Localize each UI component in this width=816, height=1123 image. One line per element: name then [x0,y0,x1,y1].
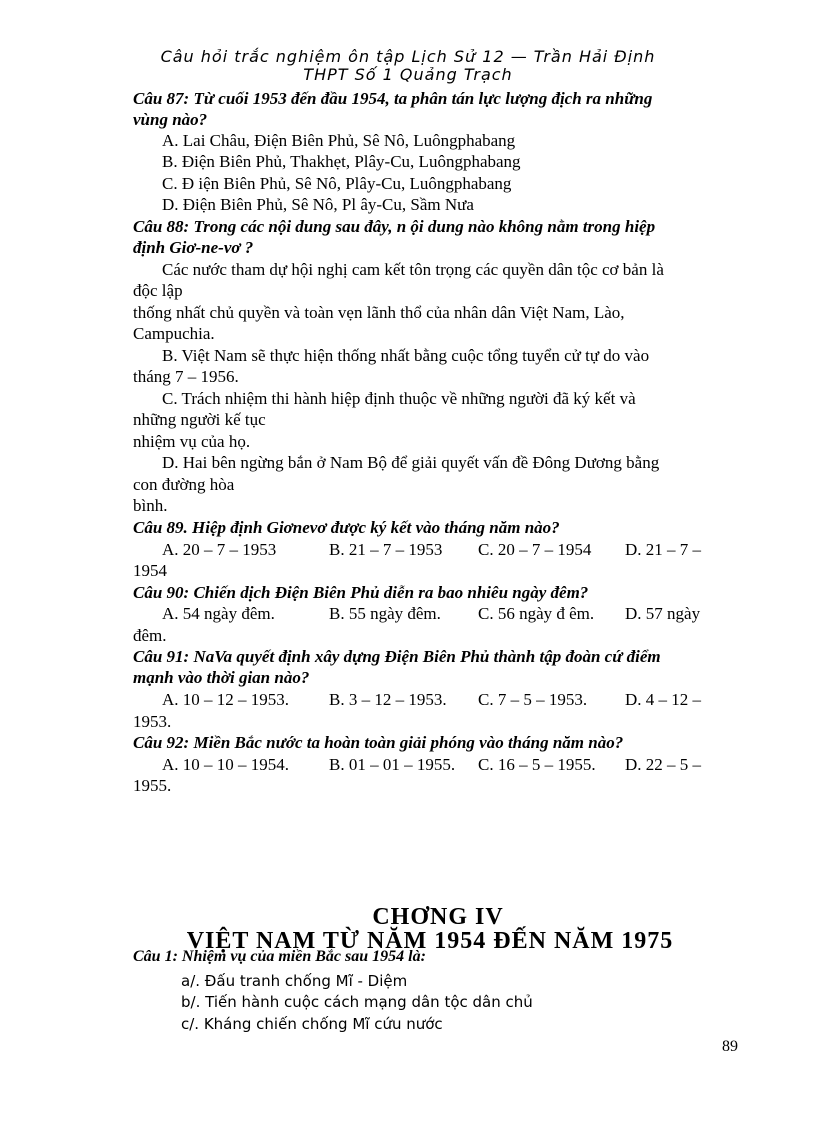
question-91-line1: Câu 91: NaVa quyết định xây dựng Điện Biên Phủ thành tập đoàn cứ điểm [133,647,661,666]
question-88-line2: định Giơ-ne-vơ ? [133,238,254,257]
question-92: Câu 92: Miền Bắc nước ta hoàn toàn giải phóng vào tháng năm nào? [133,733,624,752]
answer-89-c: C. 20 – 7 – 1954 [478,540,592,559]
chapter-q1-option-a: a/. Đấu tranh chống Mĩ - Diệm [181,972,408,990]
answer-88-d-line1: D. Hai bên ngừng bắn ở Nam Bộ để giải quyết vấn đề Đông Dương bằng [162,453,660,472]
question-87 [133,88,733,130]
question-87-line1: Câu 87: Từ cuối 1953 đến đầu 1954, ta phân tán lực lượng địch ra những [133,89,653,108]
answer-92-b: B. 01 – 01 – 1955. [329,755,456,774]
question-88 [133,216,733,258]
answer-91-d-wrap: 1953. [133,712,172,731]
answer-92-d-wrap: 1955. [133,776,172,795]
question-88-line1: Câu 88: Trong các nội dung sau đây, n ội dung nào không nằm trong hiệp [133,217,656,236]
page-number: 89 [722,1038,738,1055]
answer-89-d-wrap: 1954 [133,561,167,580]
answer-87-a: A. Lai Châu, Điện Biên Phủ, Sê Nô, Luôngphabang [162,131,516,150]
answer-91-b: B. 3 – 12 – 1953. [329,690,447,709]
answer-87-c: C. Đ iện Biên Phủ, Sê Nô, Plây-Cu, Luôngphabang [162,174,512,193]
answer-91-a: A. 10 – 12 – 1953. [162,690,290,709]
answer-88-d-line2: con đường hòa [133,475,235,494]
question-89: Câu 89. Hiệp định Giơnevơ được ký kết vào tháng năm nào? [133,518,560,537]
answer-88-a-line3: thống nhất chủ quyền và toàn vẹn lãnh thổ của nhân dân Việt Nam, Lào, [133,303,625,322]
answer-88-a-line4: Campuchia. [133,324,215,343]
chapter-q1-option-c: c/. Kháng chiến chống Mĩ cứu nước [181,1015,443,1033]
answer-92-c: C. 16 – 5 – 1955. [478,755,596,774]
answer-88-c-line3: nhiệm vụ của họ. [133,432,251,451]
answer-91-c: C. 7 – 5 – 1953. [478,690,588,709]
question-91-line2: mạnh vào thời gian nào? [133,668,310,687]
answer-92-d: D. 22 – 5 – [625,755,702,774]
answer-92-a: A. 10 – 10 – 1954. [162,755,290,774]
answer-88-c-line2: những người kế tục [133,410,266,429]
chapter-title: VIỆT NAM TỪ NĂM 1954 ĐẾN NĂM 1975 [186,928,674,954]
question-91 [133,646,733,688]
answer-90-b: B. 55 ngày đêm. [329,604,441,623]
chapter-q1-option-b: b/. Tiến hành cuộc cách mạng dân tộc dân chủ [181,993,533,1011]
running-header-school: THPT Số 1 Quảng Trạch [303,65,513,84]
chapter-heading: CHƠNG IV [372,904,504,930]
answer-87-d: D. Điện Biên Phủ, Sê Nô, Pl ây-Cu, Sầm Nưa [162,195,474,214]
answer-88-a-line1: Các nước tham dự hội nghị cam kết tôn trọng các quyền dân tộc cơ bản là [162,260,664,279]
answer-90-a: A. 54 ngày đêm. [162,604,275,623]
running-header-title: Câu hỏi trắc nghiệm ôn tập Lịch Sử 12 — Trần Hải Định [160,47,656,66]
answer-87-b: B. Điện Biên Phủ, Thakhẹt, Plây-Cu, Luôngphabang [162,152,521,171]
answer-89-b: B. 21 – 7 – 1953 [329,540,443,559]
answer-89-a: A. 20 – 7 – 1953 [162,540,277,559]
question-87-line2: vùng nào? [133,110,208,129]
question-90: Câu 90: Chiến dịch Điện Biên Phủ diễn ra bao nhiêu ngày đêm? [133,583,589,602]
answer-90-d: D. 57 ngày [625,604,701,623]
answer-90-c: C. 56 ngày đ êm. [478,604,595,623]
answer-91-d: D. 4 – 12 – [625,690,702,709]
chapter-question-1: Câu 1: Nhiệm vụ của miền Bắc sau 1954 là: [133,948,426,965]
answer-90-d-wrap: đêm. [133,626,167,645]
answer-89-d: D. 21 – 7 – [625,540,702,559]
answer-88-b-line1: B. Việt Nam sẽ thực hiện thống nhất bằng cuộc tổng tuyển cử tự do vào [162,346,650,365]
answer-88-b-line2: tháng 7 – 1956. [133,367,239,386]
answer-88-c-line1: C. Trách nhiệm thi hành hiệp định thuộc về những người đã ký kết và [162,389,636,408]
answer-88-d-line3: bình. [133,496,168,515]
answer-88-a-line2: độc lập [133,281,183,300]
